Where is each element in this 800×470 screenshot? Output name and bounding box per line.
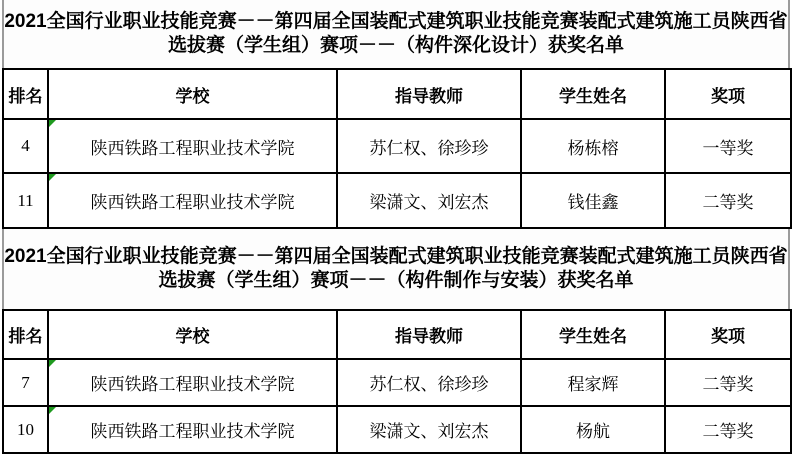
cell-error-triangle-icon	[49, 360, 56, 367]
award-section-1	[2, 0, 790, 229]
cell-rank: 11	[3, 173, 48, 228]
award-list-title-2	[2, 229, 790, 309]
cell-rank: 4	[3, 119, 48, 173]
cell-teacher: 苏仁权、徐珍珍	[337, 119, 521, 173]
col-header-rank: 排名	[3, 69, 48, 119]
cell-school	[48, 119, 337, 173]
title-line-2: 选拔赛（学生组）赛项－－（构件深化设计）获奖名单	[167, 35, 624, 56]
award-section-2	[2, 229, 790, 454]
col-header-award: 奖项	[665, 310, 791, 359]
cell-student: 杨栋榕	[521, 119, 665, 173]
table-row	[3, 359, 791, 406]
title-line-1: 2021全国行业职业技能竞赛－－第四届全国装配式建筑职业技能竞赛装配式建筑施工员陕西省	[4, 11, 788, 32]
cell-teacher: 梁潇文、刘宏杰	[337, 173, 521, 228]
table-header-row	[3, 310, 791, 359]
cell-student: 钱佳鑫	[521, 173, 665, 228]
cell-teacher: 梁潇文、刘宏杰	[337, 406, 521, 453]
col-header-school: 学校	[48, 310, 337, 359]
table-header-row	[3, 69, 791, 119]
school-name: 陕西铁路工程职业技术学院	[90, 138, 295, 158]
table-row	[3, 173, 791, 228]
cell-award: 二等奖	[665, 406, 791, 453]
table-row	[3, 406, 791, 453]
col-header-school: 学校	[48, 69, 337, 119]
award-sheet	[2, 0, 790, 454]
title-line-1: 2021全国行业职业技能竞赛－－第四届全国装配式建筑职业技能竞赛装配式建筑施工员陕西省	[4, 246, 788, 267]
cell-teacher: 苏仁权、徐珍珍	[337, 359, 521, 406]
col-header-student: 学生姓名	[521, 69, 665, 119]
school-name: 陕西铁路工程职业技术学院	[90, 375, 295, 394]
cell-school	[48, 359, 337, 406]
cell-error-triangle-icon	[49, 407, 56, 414]
title-line-2: 选拔赛（学生组）赛项－－（构件制作与安装）获奖名单	[158, 270, 634, 291]
cell-student: 程家辉	[521, 359, 665, 406]
cell-rank: 7	[3, 359, 48, 406]
cell-error-triangle-icon	[49, 120, 56, 127]
award-list-title-1	[2, 0, 790, 68]
table-row	[3, 119, 791, 173]
cell-school	[48, 173, 337, 228]
col-header-teacher: 指导教师	[337, 69, 521, 119]
cell-award: 一等奖	[665, 119, 791, 173]
cell-rank: 10	[3, 406, 48, 453]
cell-error-triangle-icon	[49, 174, 56, 181]
col-header-teacher: 指导教师	[337, 310, 521, 359]
cell-student: 杨航	[521, 406, 665, 453]
school-name: 陕西铁路工程职业技术学院	[90, 193, 295, 212]
cell-award: 二等奖	[665, 359, 791, 406]
cell-school	[48, 406, 337, 453]
school-name: 陕西铁路工程职业技术学院	[90, 422, 295, 441]
cell-award: 二等奖	[665, 173, 791, 228]
col-header-student: 学生姓名	[521, 310, 665, 359]
award-table-2	[2, 309, 792, 454]
col-header-rank: 排名	[3, 310, 48, 359]
award-table-1	[2, 68, 792, 229]
col-header-award: 奖项	[665, 69, 791, 119]
